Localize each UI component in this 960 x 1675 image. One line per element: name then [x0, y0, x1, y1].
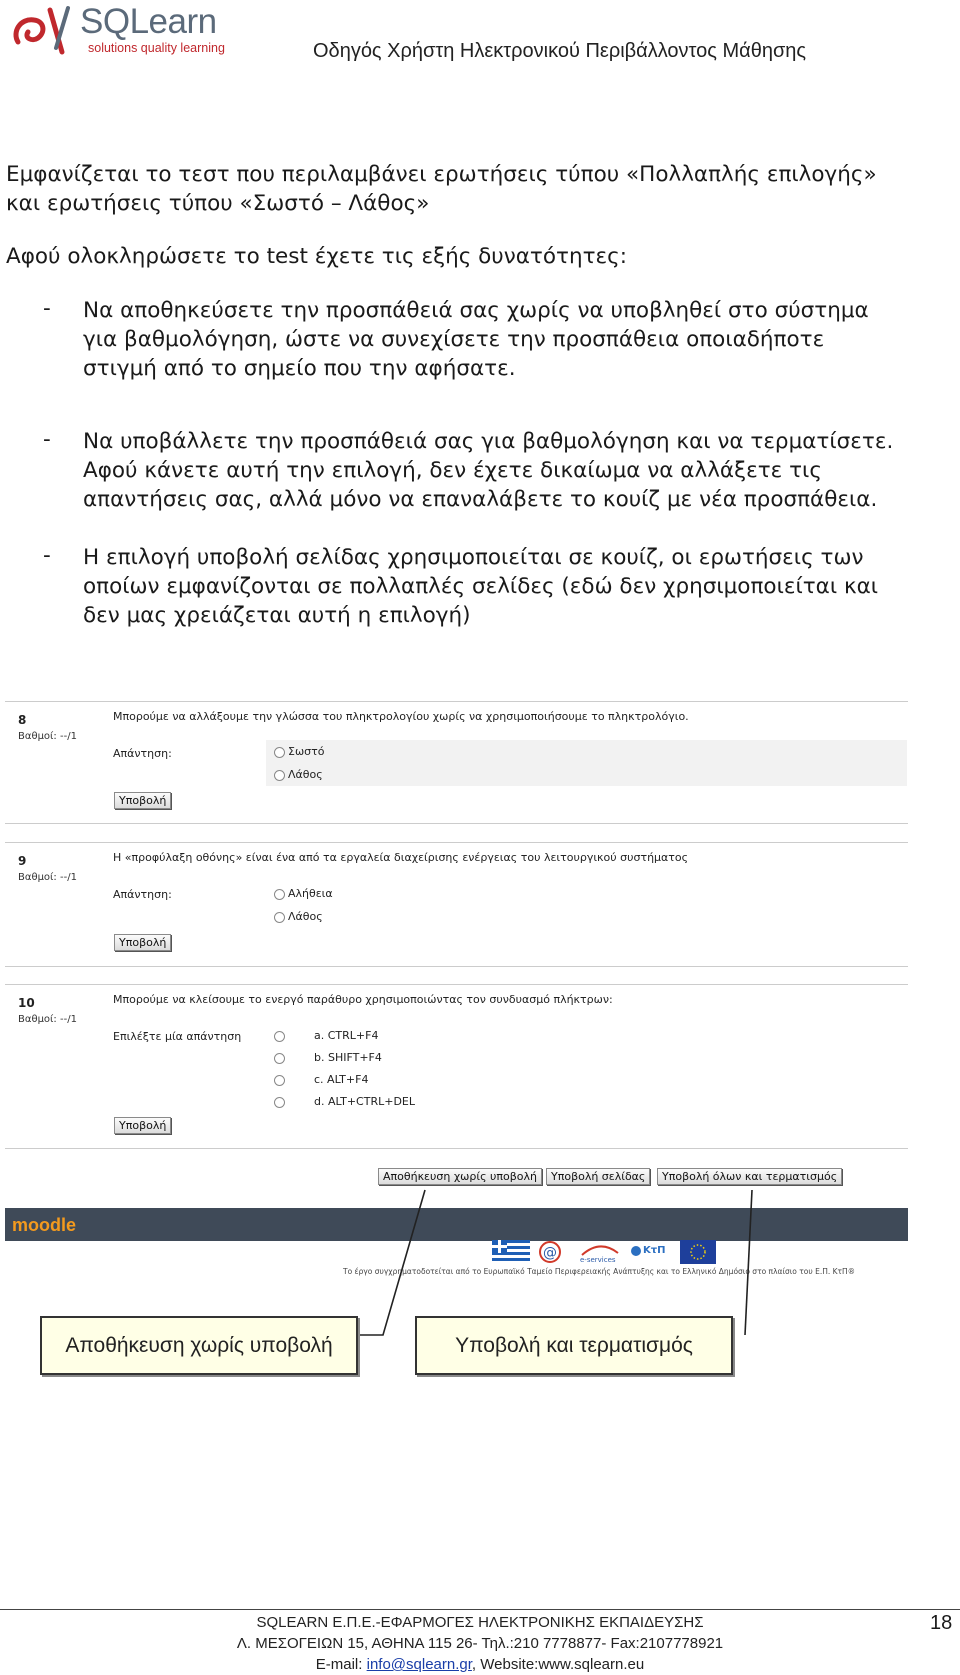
footer-divider [0, 1609, 960, 1610]
bullet-3-line-3: δεν μας χρειάζεται αυτή η επιλογή) [83, 603, 471, 628]
bullet-1-line-2: για βαθμολόγηση, ώστε να συνεχίσετε την προσπάθεια οποιαδήποτε [83, 327, 825, 352]
page-number: 18 [930, 1612, 953, 1634]
callout-submit-and-finish: Υποβολή και τερματισμός [415, 1316, 733, 1375]
ktp-label: ΚτΠ [643, 1245, 666, 1256]
bullet-dash: - [43, 296, 51, 321]
e-services-label: e-services [580, 1256, 616, 1264]
submit-all-and-finish-button[interactable]: Υποβολή όλων και τερματισμός [657, 1168, 842, 1185]
bullet-2-line-3: απαντήσεις σας, αλλά μόνο να επαναλάβετε το κουίζ με νέα προσπάθεια. [83, 487, 878, 512]
question-grade: Βαθμοί: --/1 [18, 1014, 77, 1025]
funding-statement: Το έργο συγχρηματοδοτείται από το Ευρωπαϊκό Ταμείο Περιφερειακής Ανάπτυξης και το Ελληνικό Δημόσιο στο πλαίσιο του Ε.Π. ΚτΠ® [343, 1267, 856, 1276]
bullet-dash: - [43, 543, 51, 568]
answer-label: Απάντηση: [113, 888, 172, 901]
question-number: 9 [18, 854, 27, 868]
submit-page-button[interactable]: Υποβολή σελίδας [546, 1168, 650, 1185]
question-grade: Βαθμοί: --/1 [18, 872, 77, 883]
bullet-3-line-1: Η επιλογή υποβολή σελίδας χρησιμοποιείται σε κουίζ, οι ερωτήσεις των [83, 545, 864, 570]
intro-line-2: και ερωτήσεις τύπου «Σωστό – Λάθος» [6, 191, 430, 216]
option-label: c. ALT+F4 [314, 1073, 369, 1086]
svg-text:@: @ [543, 1245, 557, 1261]
answer-label: Απάντηση: [113, 747, 172, 760]
footer-contact [0, 1656, 960, 1673]
save-without-submit-button[interactable]: Αποθήκευση χωρίς υποβολή [378, 1168, 542, 1185]
option-label: a. CTRL+F4 [314, 1029, 379, 1042]
bullet-2-line-1: Να υποβάλλετε την προσπάθειά σας για βαθμολόγηση και να τερματίσετε. [83, 429, 894, 454]
bullet-1-line-1: Να αποθηκεύσετε την προσπάθειά σας χωρίς να υποβληθεί στο σύστημα [83, 298, 869, 323]
footer-address: Λ. ΜΕΣΟΓΕΙΩΝ 15, ΑΘΗΝΑ 115 26- Τηλ.:210 7778877- Fax:2107778921 [236, 1635, 724, 1652]
intro-line-3: Αφού ολοκληρώσετε το test έχετε τις εξής δυνατότητες: [6, 244, 628, 269]
logo-tagline: solutions quality learning [88, 41, 225, 55]
question-text: Μπορούμε να αλλάξουμε την γλώσσα του πληκτρολογίου χωρίς να χρησιμοποιήσουμε το πληκτρολόγιο. [113, 710, 689, 723]
intro-line-1: Εμφανίζεται το τεστ που περιλαμβάνει ερωτήσεις τύπου «Πολλαπλής επιλογής» [6, 162, 877, 187]
bullet-1-line-3: στιγμή από το σημείο που την αφήσατε. [83, 356, 516, 381]
option-label: Αλήθεια [288, 887, 333, 900]
submit-button[interactable]: Υποβολή [114, 792, 171, 809]
bullet-dash: - [43, 427, 51, 452]
option-label: Λάθος [288, 910, 323, 923]
question-number: 8 [18, 713, 27, 727]
logo-name: SQLearn [80, 2, 217, 41]
answer-label: Επιλέξτε μία απάντηση [113, 1030, 242, 1043]
question-text: Η «προφύλαξη οθόνης» είναι ένα από τα εργαλεία διαχείρισης ενέργειας του λειτουργικού συστήματος [113, 851, 689, 864]
footer-website: , Website:www.sqlearn.eu [471, 1656, 645, 1673]
bullet-2-line-2: Αφού κάνετε αυτή την επιλογή, δεν έχετε δικαίωμα να αλλάξετε τις [83, 458, 822, 483]
footer-email-prefix: E-mail: [315, 1656, 367, 1673]
submit-button[interactable]: Υποβολή [114, 1117, 171, 1134]
bullet-3-line-2: οποίων εμφανίζονται σε πολλαπλές σελίδες (εδώ δεν χρησιμοποιείται και [83, 574, 879, 599]
callout-save-without-submit: Αποθήκευση χωρίς υποβολή [40, 1316, 358, 1375]
footer-company: SQLEARN Ε.Π.Ε.-ΕΦΑΡΜΟΓΕΣ ΗΛΕΚΤΡΟΝΙΚΗΣ ΕΚΠΑΙΔΕΥΣΗΣ [256, 1614, 704, 1631]
document-title: Οδηγός Χρήστη Ηλεκτρονικού Περιβάλλοντος Μάθησης [313, 40, 807, 62]
question-text: Μπορούμε να κλείσουμε το ενεργό παράθυρο χρησιμοποιώντας τον συνδυασμό πλήκτρων: [113, 993, 613, 1006]
option-label: Σωστό [288, 745, 325, 758]
footer-email-link[interactable]: info@sqlearn.gr [366, 1656, 472, 1673]
question-grade: Βαθμοί: --/1 [18, 731, 77, 742]
moodle-logo: moodle [12, 1215, 77, 1235]
submit-button[interactable]: Υποβολή [114, 934, 171, 951]
option-label: d. ALT+CTRL+DEL [314, 1095, 415, 1108]
question-number: 10 [18, 996, 35, 1010]
option-label: b. SHIFT+F4 [314, 1051, 382, 1064]
option-label: Λάθος [288, 768, 323, 781]
